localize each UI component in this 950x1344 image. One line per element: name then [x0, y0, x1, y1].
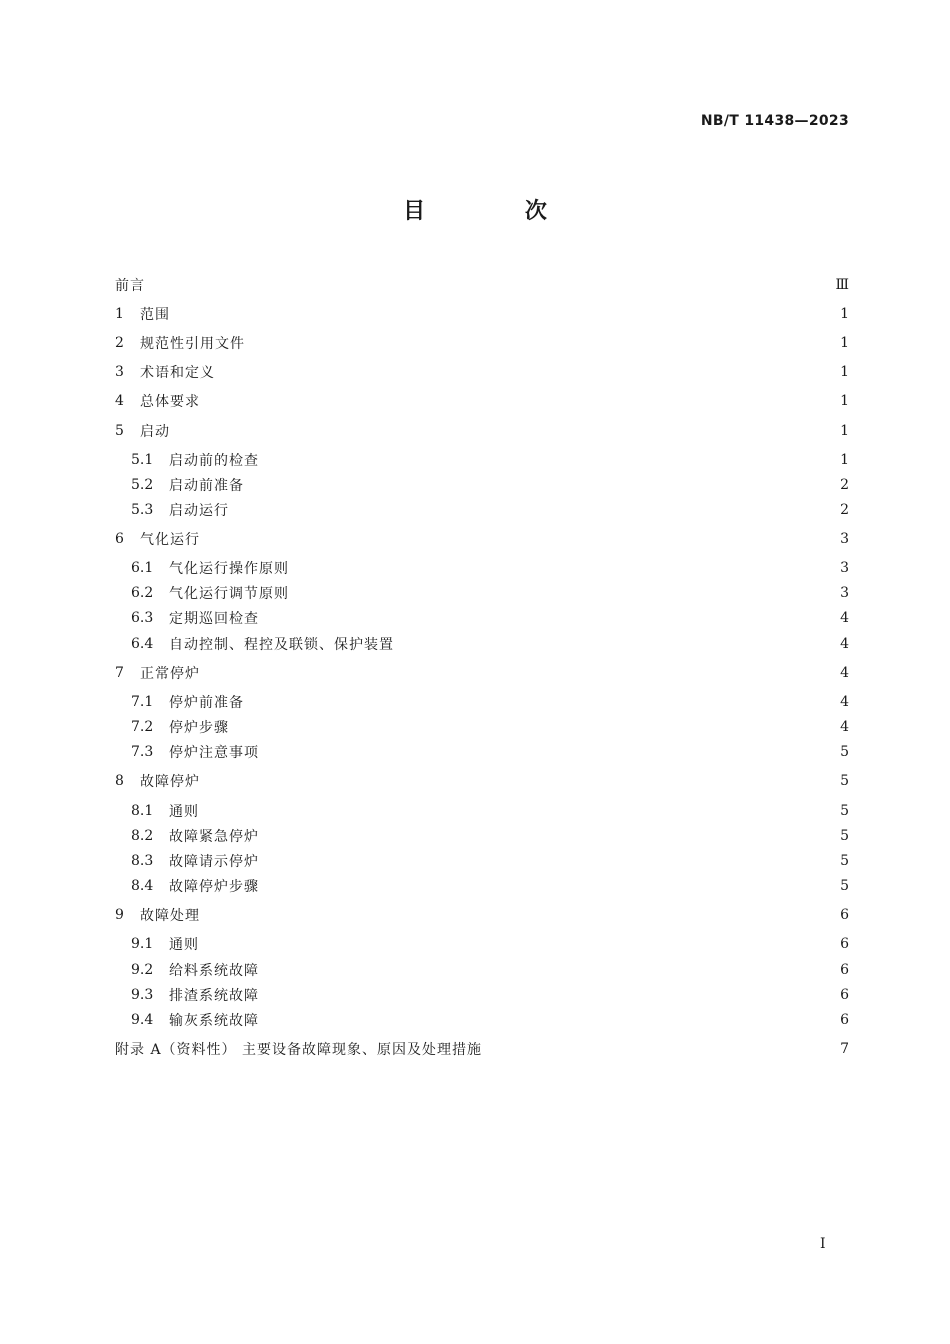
- toc-entry-number: 8: [115, 773, 124, 789]
- toc-entry-label: 自动控制、程控及联锁、保护装置: [169, 637, 394, 653]
- dot-leader: [151, 273, 829, 297]
- dot-leader: [295, 556, 833, 580]
- toc-entry-label: 术语和定义: [140, 365, 215, 381]
- toc-entry-page: 1: [840, 306, 849, 322]
- dot-leader: [295, 581, 833, 605]
- toc-entry-number: 7.1: [131, 694, 154, 710]
- toc-entry-label: 故障停炉: [140, 774, 200, 790]
- toc-entry[interactable]: [131, 581, 849, 605]
- toc-entry-number: 9.3: [131, 987, 154, 1003]
- dot-leader: [235, 715, 833, 739]
- toc-entry-label: 范围: [140, 307, 170, 323]
- toc-entry[interactable]: [131, 740, 849, 764]
- toc-entry-page: 4: [840, 636, 849, 652]
- toc-entry-number: 7: [115, 665, 124, 681]
- toc-entry-label: 输灰系统故障: [169, 1013, 259, 1029]
- toc-entry[interactable]: [131, 799, 849, 823]
- toc-entry[interactable]: [115, 302, 849, 326]
- toc-entry[interactable]: [131, 958, 849, 982]
- page-number: I: [820, 1236, 826, 1252]
- toc-entry-label: 故障处理: [140, 908, 200, 924]
- dot-leader: [265, 740, 833, 764]
- toc-entry-page: 5: [840, 853, 849, 869]
- doc-number: NB/T 11438—2023: [700, 113, 849, 129]
- toc-entry-number: 1: [115, 306, 124, 322]
- dot-leader: [265, 606, 833, 630]
- toc-entry-number: 8.3: [131, 853, 154, 869]
- toc-entry[interactable]: [131, 448, 849, 472]
- toc-entry-page: 5: [840, 773, 849, 789]
- toc-entry[interactable]: [131, 606, 849, 630]
- dot-leader: [205, 799, 833, 823]
- toc-entry-label: 气化运行操作原则: [169, 561, 289, 577]
- toc-entry-label: 启动前准备: [169, 478, 244, 494]
- dot-leader: [250, 690, 833, 714]
- dot-leader: [265, 849, 833, 873]
- toc-entry-label: 给料系统故障: [169, 963, 259, 979]
- dot-leader: [176, 419, 833, 443]
- toc-entry-number: 8.1: [131, 803, 154, 819]
- dot-leader: [265, 874, 833, 898]
- toc-entry-label: 通则: [169, 937, 199, 953]
- toc-entry-label: 正常停炉: [140, 666, 200, 682]
- toc-entry-number: 7.2: [131, 719, 154, 735]
- dot-leader: [265, 983, 833, 1007]
- toc-entry-number: 2: [115, 335, 124, 351]
- toc-entry[interactable]: [131, 690, 849, 714]
- toc-entry-label: 气化运行: [140, 532, 200, 548]
- toc-entry-label: 停炉注意事项: [169, 745, 259, 761]
- toc-entry-label: 停炉步骤: [169, 720, 229, 736]
- toc-entry-label: 启动: [140, 424, 170, 440]
- toc-entry-page: 1: [840, 452, 849, 468]
- toc-entry[interactable]: [115, 1037, 849, 1061]
- toc-entry-page: 6: [840, 962, 849, 978]
- toc-entry-page: 2: [840, 502, 849, 518]
- toc-entry[interactable]: [131, 1008, 849, 1032]
- toc-entry-label: 启动运行: [169, 503, 229, 519]
- toc-entry-number: 9.4: [131, 1012, 154, 1028]
- toc-entry-number: 9: [115, 907, 124, 923]
- dot-leader: [265, 1008, 833, 1032]
- toc-entry-number: 5.3: [131, 502, 154, 518]
- toc-entry[interactable]: [131, 932, 849, 956]
- toc-entry[interactable]: [131, 498, 849, 522]
- toc-entry-number: 3: [115, 364, 124, 380]
- toc-entry-page: 5: [840, 803, 849, 819]
- dot-leader: [251, 331, 833, 355]
- toc-entry[interactable]: [115, 903, 849, 927]
- toc-entry-page: 4: [840, 665, 849, 681]
- toc-entry[interactable]: [115, 419, 849, 443]
- toc-entry-page: 1: [840, 335, 849, 351]
- dot-leader: [206, 903, 833, 927]
- dot-leader: [265, 824, 833, 848]
- dot-leader: [488, 1037, 833, 1061]
- toc-entry-label: 定期巡回检查: [169, 611, 259, 627]
- toc-entry-number: 6: [115, 531, 124, 547]
- toc-entry[interactable]: [115, 360, 849, 384]
- toc-entry[interactable]: [131, 983, 849, 1007]
- dot-leader: [205, 932, 833, 956]
- toc-entry-label: 总体要求: [140, 394, 200, 410]
- toc-entry-page: 1: [840, 364, 849, 380]
- toc-title: 目 次: [403, 199, 593, 224]
- toc-entry-label: 气化运行调节原则: [169, 586, 289, 602]
- toc-entry-page: 6: [840, 987, 849, 1003]
- toc-entry[interactable]: [115, 389, 849, 413]
- toc-entry-number: 5.2: [131, 477, 154, 493]
- dot-leader: [400, 632, 833, 656]
- toc-entry[interactable]: [131, 849, 849, 873]
- dot-leader: [206, 527, 833, 551]
- toc-entry-number: 9.2: [131, 962, 154, 978]
- toc-entry-page: Ⅲ: [835, 277, 849, 293]
- toc-entry-page: 5: [840, 744, 849, 760]
- toc-entry-page: 4: [840, 610, 849, 626]
- toc-entry[interactable]: [131, 874, 849, 898]
- toc-entry[interactable]: [131, 632, 849, 656]
- toc-entry[interactable]: [115, 661, 849, 685]
- toc-entry-page: 6: [840, 936, 849, 952]
- toc-entry-number: 8.2: [131, 828, 154, 844]
- toc-entry[interactable]: [115, 769, 849, 793]
- toc-entry-label: 规范性引用文件: [140, 336, 245, 352]
- toc-entry[interactable]: [115, 273, 849, 297]
- toc-entry[interactable]: [115, 331, 849, 355]
- toc-entry-label: 附录 A（资料性） 主要设备故障现象、原因及处理措施: [115, 1042, 483, 1058]
- toc-entry-label: 停炉前准备: [169, 695, 244, 711]
- toc-entry-page: 3: [840, 531, 849, 547]
- dot-leader: [206, 389, 833, 413]
- toc-entry-page: 3: [840, 560, 849, 576]
- dot-leader: [265, 958, 833, 982]
- toc-entry-label: 故障请示停炉: [169, 854, 259, 870]
- toc-entry-page: 6: [840, 1012, 849, 1028]
- toc-entry[interactable]: [115, 527, 849, 551]
- toc-entry-page: 1: [840, 423, 849, 439]
- dot-leader: [235, 498, 833, 522]
- toc-entry-number: 6.1: [131, 560, 154, 576]
- toc-entry-number: 6.2: [131, 585, 154, 601]
- toc-entry-number: 6.4: [131, 636, 154, 652]
- toc-entry-page: 6: [840, 907, 849, 923]
- toc-entry-number: 8.4: [131, 878, 154, 894]
- dot-leader: [265, 448, 833, 472]
- dot-leader: [206, 661, 833, 685]
- toc-entry-page: 2: [840, 477, 849, 493]
- dot-leader: [221, 360, 833, 384]
- toc-entry-label: 排渣系统故障: [169, 988, 259, 1004]
- toc-entry-number: 6.3: [131, 610, 154, 626]
- toc-entry-number: 5.1: [131, 452, 154, 468]
- toc-entry-page: 3: [840, 585, 849, 601]
- dot-leader: [176, 302, 833, 326]
- toc-entry-page: 1: [840, 393, 849, 409]
- dot-leader: [250, 473, 833, 497]
- toc-entry-page: 7: [840, 1041, 849, 1057]
- toc-entry-label: 通则: [169, 804, 199, 820]
- toc-entry-page: 5: [840, 828, 849, 844]
- toc-entry-number: 7.3: [131, 744, 154, 760]
- toc-entry[interactable]: [131, 824, 849, 848]
- toc-entry-label: 故障停炉步骤: [169, 879, 259, 895]
- toc-entry-number: 5: [115, 423, 124, 439]
- toc-entry[interactable]: [131, 473, 849, 497]
- toc-entry-label: 启动前的检查: [169, 453, 259, 469]
- dot-leader: [206, 769, 833, 793]
- toc-entry-page: 4: [840, 694, 849, 710]
- toc-entry-page: 5: [840, 878, 849, 894]
- toc-entry-number: 9.1: [131, 936, 154, 952]
- toc-entry[interactable]: [131, 715, 849, 739]
- toc-entry-page: 4: [840, 719, 849, 735]
- toc-entry-number: 4: [115, 393, 124, 409]
- toc-entry-label: 故障紧急停炉: [169, 829, 259, 845]
- toc-entry-label: 前言: [115, 278, 145, 294]
- toc-entry[interactable]: [131, 556, 849, 580]
